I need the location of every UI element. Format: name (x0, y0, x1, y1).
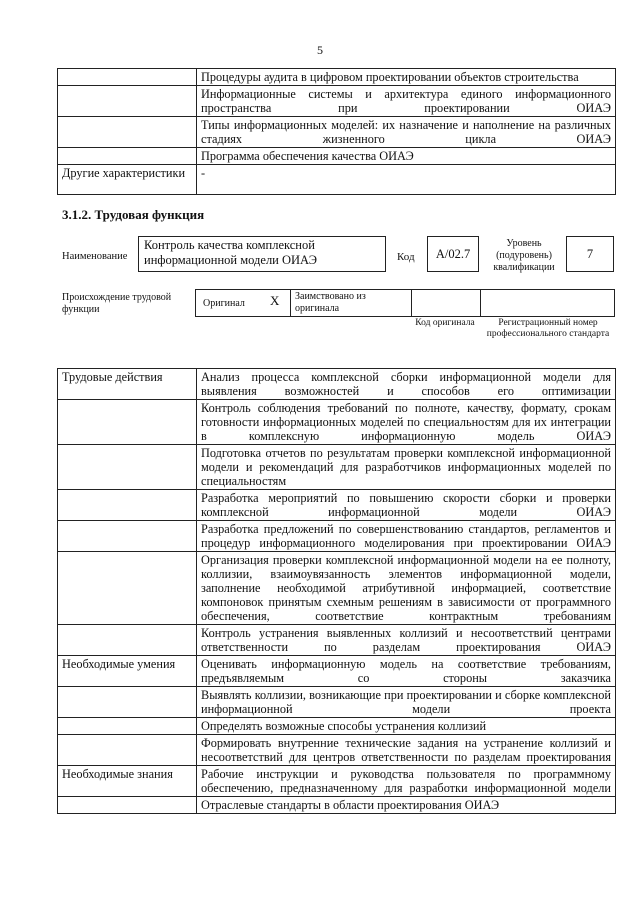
knowledge-item: Типы информационных моделей: их назначение и наполнение на различных стадиях жизненного цикла ОИАЭ (197, 117, 616, 148)
table-row (58, 369, 616, 400)
skill-item: Выявлять коллизии, возникающие при проектировании и сборке комплексной информационной модели проекта (197, 687, 616, 718)
action-item: Организация проверки комплексной информационной модели на ее полноту, коллизии, взаимоувязанность элементов информационной модели, заполнение необходимой атрибутивной информацией, соответствие компоновок принятым схемным решениям в зависимости от программного обеспечения, соответствие контрактным требованиям (197, 552, 616, 625)
table-row (58, 625, 616, 656)
skill-item: Определять возможные способы устранения коллизий (197, 718, 616, 735)
name-label: Наименование (62, 251, 128, 262)
code-original-caption: Код оригинала (415, 318, 475, 328)
knowledge-label: Необходимые знания (58, 766, 197, 797)
action-item: Разработка предложений по совершенствованию стандартов, регламентов и процедур информационного моделирования при проектировании ОИАЭ (197, 521, 616, 552)
other-characteristics-value: - (197, 165, 616, 195)
table-row (58, 69, 616, 86)
function-name-box: Контроль качества комплексной информационной модели ОИАЭ (138, 236, 386, 272)
table-row (58, 445, 616, 490)
skills-label: Необходимые умения (58, 656, 197, 687)
table-row (58, 165, 616, 195)
level-value-box: 7 (566, 236, 614, 272)
knowledge-item: Программа обеспечения качества ОИАЭ (197, 148, 616, 165)
table-row (58, 552, 616, 625)
origin-label: Происхождение трудовой функции (62, 292, 172, 315)
code-original-box (411, 289, 481, 317)
knowledge-item: Рабочие инструкции и руководства пользователя по программному обеспечению, предназначенному для разработки информационной модели (197, 766, 616, 797)
skill-item: Оценивать информационную модель на соответствие требованиям, предъявляемым со стороны заказчика (197, 656, 616, 687)
table-row (58, 766, 616, 797)
table-row (58, 117, 616, 148)
actions-label: Трудовые действия (58, 369, 197, 400)
other-characteristics-label: Другие характеристики (58, 165, 197, 195)
function-details-table (57, 368, 616, 814)
level-label: Уровень (подуровень) квалификации (493, 238, 555, 273)
code-label: Код (397, 251, 415, 263)
knowledge-item: Отраслевые стандарты в области проектирования ОИАЭ (197, 797, 616, 814)
table-row (58, 656, 616, 687)
reg-number-box (480, 289, 615, 317)
table-row (58, 148, 616, 165)
action-item: Контроль соблюдения требований по полноте, качеству, формату, срокам готовности информационных моделей по специальностям для их интеграции в комплексную информационную модель ОИАЭ (197, 400, 616, 445)
table-row (58, 490, 616, 521)
table-row (58, 797, 616, 814)
table-row (58, 400, 616, 445)
original-box (195, 289, 291, 317)
section-title: 3.1.2. Трудовая функция (62, 207, 205, 222)
original-mark: X (270, 293, 280, 308)
action-item: Разработка мероприятий по повышению скорости сборки и проверки комплексной информационной модели ОИАЭ (197, 490, 616, 521)
action-item: Анализ процесса комплексной сборки информационной модели для выявления возможностей и способов его оптимизации (197, 369, 616, 400)
skill-item: Формировать внутренние технические задания на устранение коллизий и несоответствий для центров ответственности по разделам проектирования (197, 735, 616, 766)
knowledge-item: Процедуры аудита в цифровом проектировании объектов строительства (197, 69, 616, 86)
table-row (58, 521, 616, 552)
reg-number-caption: Регистрационный номер профессионального стандарта (486, 318, 610, 339)
page-number: 5 (317, 43, 323, 57)
action-item: Подготовка отчетов по результатам проверки комплексной информационной модели и рекомендаций для разработчиков информационных моделей по специальностям (197, 445, 616, 490)
table-row (58, 687, 616, 718)
table-row (58, 86, 616, 117)
code-value-box: А/02.7 (427, 236, 479, 272)
knowledge-item: Информационные системы и архитектура единого информационного пространства при проектировании ОИАЭ (197, 86, 616, 117)
original-label: Оригинал (203, 298, 245, 309)
knowledge-table-continued (57, 68, 616, 195)
table-row (58, 735, 616, 766)
table-row (58, 718, 616, 735)
action-item: Контроль устранения выявленных коллизий и несоответствий центрами ответственности по разделам проектирования ОИАЭ (197, 625, 616, 656)
borrowed-box: Заимствовано из оригинала (290, 289, 412, 317)
